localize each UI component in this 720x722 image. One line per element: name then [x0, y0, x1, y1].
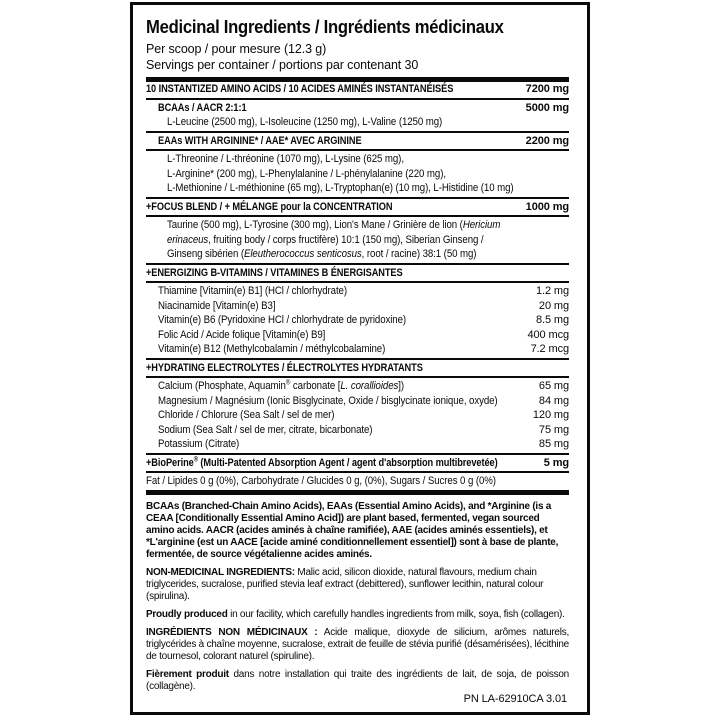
- table-row-sodium: [146, 423, 569, 438]
- table-row-amino-total: [146, 82, 569, 97]
- allergen-statement-fr: [146, 669, 569, 693]
- ingredient-name: Chloride / Chlorure (Sea Salt / sel de mer): [158, 409, 335, 421]
- registered-mark: ®: [193, 455, 198, 463]
- table-row-niacinamide: [146, 299, 569, 314]
- ingredient-segment: Calcium (Phosphate, Aquamin: [158, 380, 286, 392]
- table-row-electrolytes-header: [146, 361, 569, 376]
- divider: [146, 471, 569, 473]
- ingredient-breakdown-text: L-Arginine* (200 mg), L-Phenylalanine / L-phénylalanine (220 mg),: [167, 167, 446, 180]
- breakdown-segment: Ginseng sibérien (: [167, 248, 244, 260]
- table-row-bcaa: [146, 101, 569, 116]
- divider: [146, 197, 569, 199]
- breakdown-segment: , root / racine) 38:1 (50 mg): [361, 248, 477, 260]
- ingredient-breakdown-text: L-Leucine (2500 mg), L-Isoleucine (1250 mg), L-Valine (1250 mg): [167, 116, 443, 128]
- divider: [146, 98, 569, 100]
- divider: [146, 263, 569, 265]
- divider-thick-bottom: [146, 490, 569, 495]
- ingredient-amount: 7.2 mcg: [530, 343, 569, 355]
- table-row-potassium: [146, 437, 569, 452]
- registered-mark: ®: [285, 379, 291, 387]
- table-row-bcaa-breakdown: [146, 115, 569, 130]
- ingredient-amount: 120 mg: [532, 409, 569, 421]
- amino-acids-footnote: BCAAs (Branched-Chain Amino Acids), EAAs (Essential Amino Acids), and *Arginine (is a CEAA [Conditionally Essential Amino Acid]) are plant based, fermented, vegan sourced amino acids. AACR (acides aminés à chaîne ramifiée), AAE (acides aminés essentiels), et *L'arginine (est un AACE [acide aminé conditionnellement essentiel]) sont à base de plante, fermentée, de source végétalienne acides aminés.: [146, 500, 559, 560]
- divider: [146, 131, 569, 133]
- allergen-statement-en: [146, 609, 569, 621]
- table-row-calcium: [146, 379, 569, 394]
- table-row-vitamin-b6: [146, 313, 569, 328]
- ingredient-name: 10 INSTANTIZED AMINO ACIDS / 10 ACIDES AMINÉS INSTANTANÉISÉS: [146, 83, 454, 95]
- table-row-focus-breakdown-2: [146, 233, 569, 248]
- ingredient-name: [146, 457, 498, 470]
- table-row-bioperine: [146, 456, 569, 471]
- latin-name: Hericium: [462, 219, 501, 231]
- table-row-bvitamins-header: [146, 266, 569, 281]
- proudly-produced-label-fr: Fièrement produit: [146, 668, 229, 680]
- table-row-eaa-breakdown-1: [146, 152, 569, 167]
- divider: [146, 215, 569, 217]
- ingredient-amount: 2200 mg: [525, 134, 569, 147]
- proudly-produced-text: in our facility, which carefully handles ingredients from milk, soya, fish (collagen).: [227, 608, 565, 620]
- ingredient-name: EAAs WITH ARGININE* / AAE* AVEC ARGININE: [158, 134, 362, 147]
- non-medicinal-ingredients-paragraph-fr: [146, 627, 569, 663]
- ingredient-name: Vitamin(e) B6 (Pyridoxine HCl / chlorhydrate de pyridoxine): [158, 314, 407, 326]
- proudly-produced-label: Proudly produced: [146, 608, 228, 620]
- non-medicinal-label: NON-MEDICINAL INGREDIENTS:: [146, 566, 295, 578]
- ingredient-segment: carbonate [: [290, 380, 341, 392]
- table-row-vitamin-b12: [146, 342, 569, 357]
- ingredient-segment: +BioPerine: [146, 456, 194, 469]
- ingredient-amount: 1.2 mg: [535, 285, 569, 297]
- table-row-focus-blend: [146, 200, 569, 215]
- table-row-folic-acid: [146, 328, 569, 343]
- table-row-eaa-breakdown-2: [146, 167, 569, 182]
- ingredient-name: +FOCUS BLEND / + MÉLANGE pour la CONCENTRATION: [146, 200, 393, 213]
- ingredient-amount: 85 mg: [538, 438, 569, 450]
- breakdown-segment: , fruiting body / corps fructifère) 10:1 (150 mg), Siberian Ginseng /: [208, 233, 484, 246]
- ingredient-name: Niacinamide [Vitamin(e) B3]: [158, 299, 276, 312]
- non-medicinal-ingredients-paragraph: [146, 567, 569, 603]
- ingredient-amount: 20 mg: [538, 299, 569, 312]
- section-header-text: +ENERGIZING B-VITAMINS / VITAMINES B ÉNERGISANTES: [146, 266, 403, 279]
- ingredient-amount: 7200 mg: [525, 83, 569, 95]
- ingredient-amount: 84 mg: [538, 394, 569, 407]
- table-row-focus-breakdown-1: [146, 218, 569, 233]
- table-row-eaa: [146, 134, 569, 149]
- divider: [146, 149, 569, 151]
- ingredient-segment: (Multi-Patented Absorption Agent / agent d'absorption multibrevetée): [197, 456, 498, 469]
- panel-title-text: Medicinal Ingredients / Ingrédients médicinaux: [146, 16, 504, 37]
- table-row-thiamine: [146, 284, 569, 299]
- ingredient-amount: 5000 mg: [525, 101, 569, 114]
- ingredient-breakdown-text: L-Methionine / L-méthionine (65 mg), L-Tryptophan(e) (10 mg), L-Histidine (10 mg): [167, 182, 514, 194]
- non-medicinal-label-fr: INGRÉDIENTS NON MÉDICINAUX :: [146, 626, 318, 638]
- supplement-facts-panel: [130, 2, 590, 715]
- ingredient-amount: 65 mg: [538, 380, 569, 392]
- servings-line: Servings per container / portions par contenant 30: [146, 58, 419, 72]
- product-number: PN LA-62910CA 3.01: [463, 693, 567, 705]
- ingredient-breakdown-text: [167, 219, 500, 232]
- ingredient-amount: 75 mg: [538, 423, 569, 436]
- ingredient-name: Magnesium / Magnésium (Ionic Bisglycinate, Oxide / bisglycinate ionique, oxyde): [158, 394, 498, 407]
- ingredient-amount: 1000 mg: [525, 200, 569, 213]
- non-medicinal-text: Malic acid, silicon dioxide, natural flavours, medium chain triglycerides, sucralose, purified stevia leaf extract (debittered), sunflower lecithin, natural colour (spirulina).: [146, 566, 544, 602]
- latin-name: Eleutherococcus senticosus: [243, 248, 362, 260]
- section-header-text: +HYDRATING ELECTROLYTES / ÉLECTROLYTES HYDRATANTS: [146, 361, 423, 374]
- per-scoop-line: Per scoop / pour mesure (12.3 g): [146, 42, 327, 56]
- ingredient-amount: 400 mcg: [527, 328, 569, 341]
- table-row-focus-breakdown-3: [146, 247, 569, 262]
- ingredient-name: Thiamine [Vitamin(e) B1] (HCl / chlorhydrate): [158, 285, 347, 297]
- ingredient-name: BCAAs / AACR 2:1:1: [158, 101, 247, 114]
- divider: [146, 358, 569, 360]
- ingredient-segment: ]): [398, 380, 405, 392]
- ingredient-name: Folic Acid / Acide folique [Vitamin(e) B9]: [158, 328, 326, 341]
- non-medicinal-text-fr: Acide malique, dioxyde de silicium, arômes naturels, triglycérides à chaîne moyenne, sucralose, extrait de feuille de stévia purifié (désamérisées), lécithine de tournesol, colorant naturel (spiruline).: [146, 626, 569, 662]
- divider: [146, 281, 569, 283]
- ingredient-amount: 5 mg: [543, 456, 569, 469]
- ingredient-breakdown-text: [167, 248, 476, 261]
- ingredient-name: Potassium (Citrate): [158, 438, 240, 450]
- ingredient-breakdown-text: [167, 234, 484, 247]
- panel-title: [146, 16, 569, 38]
- table-row-macros: [146, 474, 569, 489]
- macros-text: Fat / Lipides 0 g (0%), Carbohydrate / Glucides 0 g, (0%), Sugars / Sucres 0 g (0%): [146, 475, 496, 487]
- proudly-produced-text-fr: dans notre installation qui traite des ingrédients de lait, de soja, de poisson (collagène).: [146, 668, 569, 692]
- ingredient-amount: 8.5 mg: [535, 314, 569, 326]
- ingredient-breakdown-text: L-Threonine / L-thréonine (1070 mg), L-Lysine (625 mg),: [167, 153, 404, 165]
- latin-name: erinaceus: [167, 233, 209, 246]
- breakdown-segment: Taurine (500 mg), L-Tyrosine (300 mg), Lion's Mane / Grinière de lion (: [167, 219, 463, 231]
- table-row-magnesium: [146, 394, 569, 409]
- ingredient-name: Sodium (Sea Salt / sel de mer, citrate, bicarbonate): [158, 423, 373, 436]
- divider: [146, 453, 569, 455]
- ingredient-name: Vitamin(e) B12 (Methylcobalamin / méthylcobalamine): [158, 343, 386, 355]
- ingredient-name: [158, 380, 404, 393]
- latin-name: L. corallioides: [340, 380, 399, 392]
- table-row-eaa-breakdown-3: [146, 181, 569, 196]
- table-row-chloride: [146, 408, 569, 423]
- divider: [146, 376, 569, 378]
